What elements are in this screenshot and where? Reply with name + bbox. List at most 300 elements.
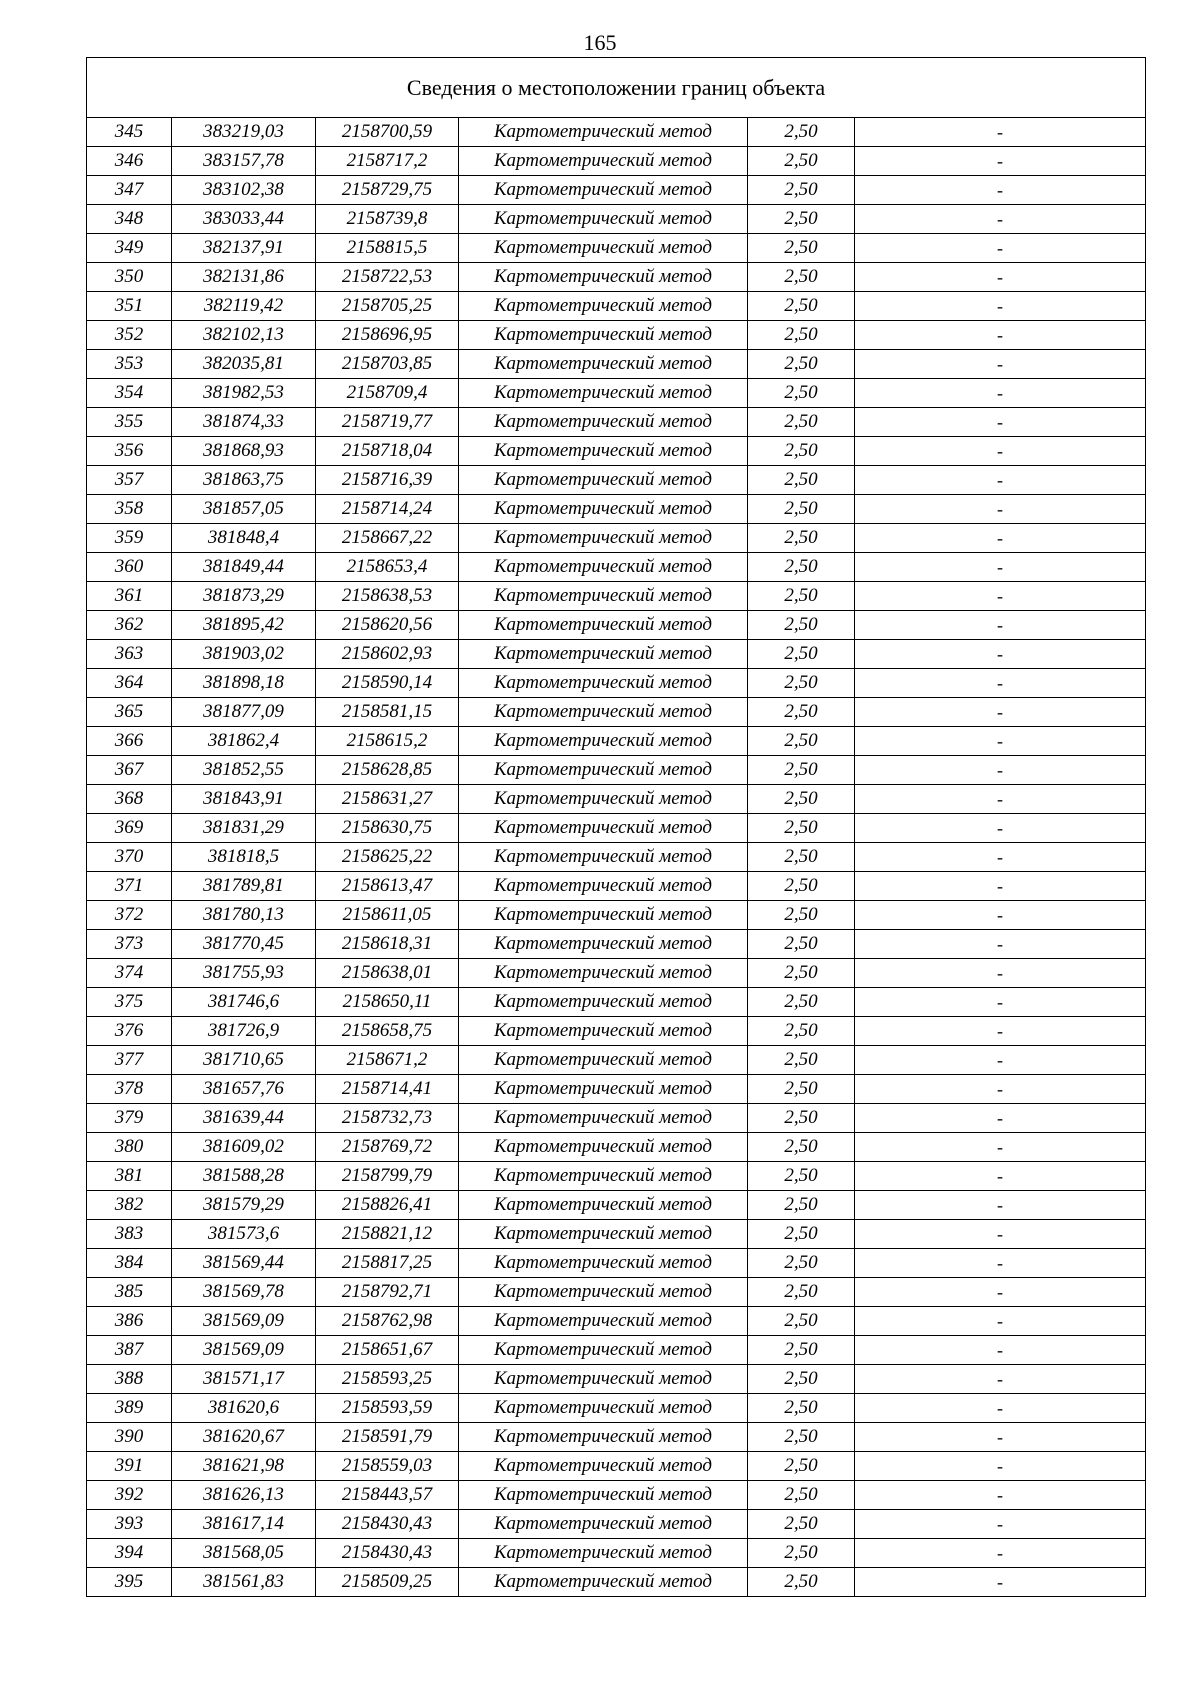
- x-coordinate-cell: 381657,76: [172, 1075, 316, 1104]
- method-cell: Картометрический метод: [459, 1307, 748, 1336]
- accuracy-cell: 2,50: [748, 495, 855, 524]
- method-cell: Картометрический метод: [459, 263, 748, 292]
- method-cell: Картометрический метод: [459, 234, 748, 263]
- accuracy-cell: 2,50: [748, 669, 855, 698]
- x-coordinate-cell: 381579,29: [172, 1191, 316, 1220]
- table-title-row: [87, 58, 1146, 118]
- method-cell: Картометрический метод: [459, 1162, 748, 1191]
- y-coordinate-cell: 2158430,43: [316, 1510, 459, 1539]
- description-cell: -: [855, 292, 1146, 321]
- y-coordinate-cell: 2158714,24: [316, 495, 459, 524]
- point-number-cell: 355: [87, 408, 172, 437]
- table-row: [87, 1423, 1146, 1452]
- y-coordinate-cell: 2158581,15: [316, 698, 459, 727]
- description-cell: -: [855, 1133, 1146, 1162]
- y-coordinate-cell: 2158821,12: [316, 1220, 459, 1249]
- y-coordinate-cell: 2158509,25: [316, 1568, 459, 1597]
- method-cell: Картометрический метод: [459, 959, 748, 988]
- x-coordinate-cell: 381710,65: [172, 1046, 316, 1075]
- point-number-cell: 393: [87, 1510, 172, 1539]
- table-row: [87, 263, 1146, 292]
- description-cell: -: [855, 930, 1146, 959]
- description-cell: -: [855, 698, 1146, 727]
- method-cell: Картометрический метод: [459, 640, 748, 669]
- description-cell: -: [855, 350, 1146, 379]
- table-row: [87, 640, 1146, 669]
- point-number-cell: 378: [87, 1075, 172, 1104]
- x-coordinate-cell: 381571,17: [172, 1365, 316, 1394]
- point-number-cell: 372: [87, 901, 172, 930]
- method-cell: Картометрический метод: [459, 437, 748, 466]
- y-coordinate-cell: 2158739,8: [316, 205, 459, 234]
- x-coordinate-cell: 381588,28: [172, 1162, 316, 1191]
- table-row: [87, 1336, 1146, 1365]
- method-cell: Картометрический метод: [459, 669, 748, 698]
- y-coordinate-cell: 2158732,73: [316, 1104, 459, 1133]
- x-coordinate-cell: 381849,44: [172, 553, 316, 582]
- y-coordinate-cell: 2158611,05: [316, 901, 459, 930]
- table-row: [87, 321, 1146, 350]
- x-coordinate-cell: 381639,44: [172, 1104, 316, 1133]
- y-coordinate-cell: 2158671,2: [316, 1046, 459, 1075]
- accuracy-cell: 2,50: [748, 466, 855, 495]
- accuracy-cell: 2,50: [748, 234, 855, 263]
- table-row: [87, 147, 1146, 176]
- description-cell: -: [855, 205, 1146, 234]
- point-number-cell: 360: [87, 553, 172, 582]
- point-number-cell: 364: [87, 669, 172, 698]
- point-number-cell: 350: [87, 263, 172, 292]
- table-row: [87, 1249, 1146, 1278]
- description-cell: -: [855, 524, 1146, 553]
- x-coordinate-cell: 381895,42: [172, 611, 316, 640]
- x-coordinate-cell: 381877,09: [172, 698, 316, 727]
- x-coordinate-cell: 381620,67: [172, 1423, 316, 1452]
- method-cell: Картометрический метод: [459, 1423, 748, 1452]
- table-row: [87, 1017, 1146, 1046]
- accuracy-cell: 2,50: [748, 176, 855, 205]
- point-number-cell: 374: [87, 959, 172, 988]
- point-number-cell: 381: [87, 1162, 172, 1191]
- description-cell: -: [855, 1017, 1146, 1046]
- accuracy-cell: 2,50: [748, 814, 855, 843]
- method-cell: Картометрический метод: [459, 756, 748, 785]
- description-cell: -: [855, 1249, 1146, 1278]
- table-row: [87, 843, 1146, 872]
- method-cell: Картометрический метод: [459, 147, 748, 176]
- description-cell: -: [855, 901, 1146, 930]
- description-cell: -: [855, 1365, 1146, 1394]
- table-title: Сведения о местоположении границ объекта: [87, 58, 1146, 118]
- method-cell: Картометрический метод: [459, 814, 748, 843]
- table-row: [87, 1278, 1146, 1307]
- description-cell: -: [855, 1452, 1146, 1481]
- table-row: [87, 1568, 1146, 1597]
- accuracy-cell: 2,50: [748, 1075, 855, 1104]
- y-coordinate-cell: 2158769,72: [316, 1133, 459, 1162]
- accuracy-cell: 2,50: [748, 698, 855, 727]
- table-row: [87, 292, 1146, 321]
- x-coordinate-cell: 381863,75: [172, 466, 316, 495]
- y-coordinate-cell: 2158722,53: [316, 263, 459, 292]
- table-row: [87, 727, 1146, 756]
- y-coordinate-cell: 2158651,67: [316, 1336, 459, 1365]
- point-number-cell: 387: [87, 1336, 172, 1365]
- method-cell: Картометрический метод: [459, 843, 748, 872]
- accuracy-cell: 2,50: [748, 1162, 855, 1191]
- method-cell: Картометрический метод: [459, 524, 748, 553]
- accuracy-cell: 2,50: [748, 785, 855, 814]
- point-number-cell: 366: [87, 727, 172, 756]
- x-coordinate-cell: 383157,78: [172, 147, 316, 176]
- x-coordinate-cell: 381852,55: [172, 756, 316, 785]
- point-number-cell: 382: [87, 1191, 172, 1220]
- method-cell: Картометрический метод: [459, 698, 748, 727]
- method-cell: Картометрический метод: [459, 292, 748, 321]
- table-row: [87, 1133, 1146, 1162]
- accuracy-cell: 2,50: [748, 205, 855, 234]
- y-coordinate-cell: 2158696,95: [316, 321, 459, 350]
- description-cell: -: [855, 640, 1146, 669]
- point-number-cell: 388: [87, 1365, 172, 1394]
- table-row: [87, 234, 1146, 263]
- point-number-cell: 380: [87, 1133, 172, 1162]
- table-row: [87, 1452, 1146, 1481]
- description-cell: -: [855, 1394, 1146, 1423]
- x-coordinate-cell: 381621,98: [172, 1452, 316, 1481]
- x-coordinate-cell: 381831,29: [172, 814, 316, 843]
- y-coordinate-cell: 2158650,11: [316, 988, 459, 1017]
- point-number-cell: 345: [87, 118, 172, 147]
- table-row: [87, 1191, 1146, 1220]
- point-number-cell: 377: [87, 1046, 172, 1075]
- description-cell: -: [855, 1075, 1146, 1104]
- y-coordinate-cell: 2158625,22: [316, 843, 459, 872]
- x-coordinate-cell: 381569,44: [172, 1249, 316, 1278]
- method-cell: Картометрический метод: [459, 379, 748, 408]
- point-number-cell: 368: [87, 785, 172, 814]
- table-row: [87, 1046, 1146, 1075]
- description-cell: -: [855, 1568, 1146, 1597]
- x-coordinate-cell: 381569,09: [172, 1336, 316, 1365]
- method-cell: Картометрический метод: [459, 1278, 748, 1307]
- accuracy-cell: 2,50: [748, 1365, 855, 1394]
- method-cell: Картометрический метод: [459, 611, 748, 640]
- x-coordinate-cell: 381874,33: [172, 408, 316, 437]
- method-cell: Картометрический метод: [459, 350, 748, 379]
- table-row: [87, 872, 1146, 901]
- y-coordinate-cell: 2158709,4: [316, 379, 459, 408]
- x-coordinate-cell: 381818,5: [172, 843, 316, 872]
- y-coordinate-cell: 2158716,39: [316, 466, 459, 495]
- point-number-cell: 361: [87, 582, 172, 611]
- table-row: [87, 988, 1146, 1017]
- y-coordinate-cell: 2158591,79: [316, 1423, 459, 1452]
- method-cell: Картометрический метод: [459, 1133, 748, 1162]
- accuracy-cell: 2,50: [748, 379, 855, 408]
- point-number-cell: 354: [87, 379, 172, 408]
- accuracy-cell: 2,50: [748, 582, 855, 611]
- method-cell: Картометрический метод: [459, 1075, 748, 1104]
- table-row: [87, 669, 1146, 698]
- accuracy-cell: 2,50: [748, 524, 855, 553]
- description-cell: -: [855, 553, 1146, 582]
- description-cell: -: [855, 1423, 1146, 1452]
- description-cell: -: [855, 1510, 1146, 1539]
- accuracy-cell: 2,50: [748, 1394, 855, 1423]
- accuracy-cell: 2,50: [748, 1133, 855, 1162]
- table-row: [87, 1481, 1146, 1510]
- accuracy-cell: 2,50: [748, 321, 855, 350]
- method-cell: Картометрический метод: [459, 1452, 748, 1481]
- method-cell: Картометрический метод: [459, 1191, 748, 1220]
- accuracy-cell: 2,50: [748, 727, 855, 756]
- description-cell: -: [855, 1191, 1146, 1220]
- table-row: [87, 959, 1146, 988]
- description-cell: -: [855, 959, 1146, 988]
- description-cell: -: [855, 843, 1146, 872]
- accuracy-cell: 2,50: [748, 843, 855, 872]
- method-cell: Картометрический метод: [459, 408, 748, 437]
- description-cell: -: [855, 756, 1146, 785]
- description-cell: -: [855, 321, 1146, 350]
- point-number-cell: 353: [87, 350, 172, 379]
- description-cell: -: [855, 263, 1146, 292]
- table-row: [87, 611, 1146, 640]
- point-number-cell: 395: [87, 1568, 172, 1597]
- table-row: [87, 582, 1146, 611]
- method-cell: Картометрический метод: [459, 205, 748, 234]
- point-number-cell: 352: [87, 321, 172, 350]
- method-cell: Картометрический метод: [459, 1017, 748, 1046]
- accuracy-cell: 2,50: [748, 988, 855, 1017]
- table-row: [87, 495, 1146, 524]
- method-cell: Картометрический метод: [459, 930, 748, 959]
- y-coordinate-cell: 2158826,41: [316, 1191, 459, 1220]
- point-number-cell: 349: [87, 234, 172, 263]
- method-cell: Картометрический метод: [459, 988, 748, 1017]
- description-cell: -: [855, 147, 1146, 176]
- y-coordinate-cell: 2158430,43: [316, 1539, 459, 1568]
- method-cell: Картометрический метод: [459, 901, 748, 930]
- point-number-cell: 376: [87, 1017, 172, 1046]
- point-number-cell: 385: [87, 1278, 172, 1307]
- accuracy-cell: 2,50: [748, 437, 855, 466]
- y-coordinate-cell: 2158628,85: [316, 756, 459, 785]
- table-row: [87, 785, 1146, 814]
- x-coordinate-cell: 381770,45: [172, 930, 316, 959]
- method-cell: Картометрический метод: [459, 785, 748, 814]
- description-cell: -: [855, 814, 1146, 843]
- table-row: [87, 1510, 1146, 1539]
- y-coordinate-cell: 2158638,01: [316, 959, 459, 988]
- point-number-cell: 348: [87, 205, 172, 234]
- point-number-cell: 392: [87, 1481, 172, 1510]
- accuracy-cell: 2,50: [748, 1307, 855, 1336]
- y-coordinate-cell: 2158815,5: [316, 234, 459, 263]
- accuracy-cell: 2,50: [748, 1510, 855, 1539]
- method-cell: Картометрический метод: [459, 1249, 748, 1278]
- point-number-cell: 363: [87, 640, 172, 669]
- accuracy-cell: 2,50: [748, 756, 855, 785]
- description-cell: -: [855, 582, 1146, 611]
- x-coordinate-cell: 383219,03: [172, 118, 316, 147]
- y-coordinate-cell: 2158717,2: [316, 147, 459, 176]
- table-row: [87, 176, 1146, 205]
- x-coordinate-cell: 381755,93: [172, 959, 316, 988]
- table-row: [87, 901, 1146, 930]
- table-row: [87, 205, 1146, 234]
- x-coordinate-cell: 381609,02: [172, 1133, 316, 1162]
- description-cell: -: [855, 118, 1146, 147]
- y-coordinate-cell: 2158602,93: [316, 640, 459, 669]
- y-coordinate-cell: 2158559,03: [316, 1452, 459, 1481]
- x-coordinate-cell: 381873,29: [172, 582, 316, 611]
- page-number: 165: [583, 30, 617, 55]
- method-cell: Картометрический метод: [459, 1220, 748, 1249]
- point-number-cell: 357: [87, 466, 172, 495]
- description-cell: -: [855, 669, 1146, 698]
- y-coordinate-cell: 2158631,27: [316, 785, 459, 814]
- table-row: [87, 1365, 1146, 1394]
- point-number-cell: 356: [87, 437, 172, 466]
- y-coordinate-cell: 2158658,75: [316, 1017, 459, 1046]
- y-coordinate-cell: 2158618,31: [316, 930, 459, 959]
- method-cell: Картометрический метод: [459, 1510, 748, 1539]
- table-row: [87, 408, 1146, 437]
- x-coordinate-cell: 381789,81: [172, 872, 316, 901]
- point-number-cell: 384: [87, 1249, 172, 1278]
- method-cell: Картометрический метод: [459, 582, 748, 611]
- description-cell: -: [855, 1220, 1146, 1249]
- point-number-cell: 358: [87, 495, 172, 524]
- point-number-cell: 359: [87, 524, 172, 553]
- y-coordinate-cell: 2158729,75: [316, 176, 459, 205]
- accuracy-cell: 2,50: [748, 1249, 855, 1278]
- method-cell: Картометрический метод: [459, 727, 748, 756]
- table-row: [87, 1539, 1146, 1568]
- description-cell: -: [855, 1481, 1146, 1510]
- description-cell: -: [855, 1162, 1146, 1191]
- y-coordinate-cell: 2158667,22: [316, 524, 459, 553]
- x-coordinate-cell: 381862,4: [172, 727, 316, 756]
- point-number-cell: 371: [87, 872, 172, 901]
- y-coordinate-cell: 2158705,25: [316, 292, 459, 321]
- accuracy-cell: 2,50: [748, 263, 855, 292]
- accuracy-cell: 2,50: [748, 1568, 855, 1597]
- x-coordinate-cell: 382131,86: [172, 263, 316, 292]
- accuracy-cell: 2,50: [748, 1191, 855, 1220]
- x-coordinate-cell: 381868,93: [172, 437, 316, 466]
- description-cell: -: [855, 176, 1146, 205]
- point-number-cell: 375: [87, 988, 172, 1017]
- method-cell: Картометрический метод: [459, 872, 748, 901]
- point-number-cell: 391: [87, 1452, 172, 1481]
- accuracy-cell: 2,50: [748, 872, 855, 901]
- accuracy-cell: 2,50: [748, 1220, 855, 1249]
- point-number-cell: 370: [87, 843, 172, 872]
- point-number-cell: 386: [87, 1307, 172, 1336]
- accuracy-cell: 2,50: [748, 640, 855, 669]
- y-coordinate-cell: 2158700,59: [316, 118, 459, 147]
- x-coordinate-cell: 382137,91: [172, 234, 316, 263]
- point-number-cell: 379: [87, 1104, 172, 1133]
- method-cell: Картометрический метод: [459, 1394, 748, 1423]
- accuracy-cell: 2,50: [748, 1481, 855, 1510]
- y-coordinate-cell: 2158615,2: [316, 727, 459, 756]
- point-number-cell: 351: [87, 292, 172, 321]
- accuracy-cell: 2,50: [748, 1423, 855, 1452]
- table-row: [87, 1307, 1146, 1336]
- method-cell: Картометрический метод: [459, 1046, 748, 1075]
- method-cell: Картометрический метод: [459, 495, 748, 524]
- x-coordinate-cell: 382102,13: [172, 321, 316, 350]
- accuracy-cell: 2,50: [748, 292, 855, 321]
- x-coordinate-cell: 381573,6: [172, 1220, 316, 1249]
- description-cell: -: [855, 1046, 1146, 1075]
- point-number-cell: 367: [87, 756, 172, 785]
- method-cell: Картометрический метод: [459, 1336, 748, 1365]
- point-number-cell: 365: [87, 698, 172, 727]
- x-coordinate-cell: 381746,6: [172, 988, 316, 1017]
- description-cell: -: [855, 988, 1146, 1017]
- table-row: [87, 814, 1146, 843]
- description-cell: -: [855, 1104, 1146, 1133]
- table-row: [87, 1162, 1146, 1191]
- accuracy-cell: 2,50: [748, 611, 855, 640]
- description-cell: -: [855, 495, 1146, 524]
- point-number-cell: 389: [87, 1394, 172, 1423]
- table-row: [87, 379, 1146, 408]
- x-coordinate-cell: 381561,83: [172, 1568, 316, 1597]
- description-cell: -: [855, 1278, 1146, 1307]
- x-coordinate-cell: 383033,44: [172, 205, 316, 234]
- y-coordinate-cell: 2158817,25: [316, 1249, 459, 1278]
- description-cell: -: [855, 785, 1146, 814]
- method-cell: Картометрический метод: [459, 1568, 748, 1597]
- y-coordinate-cell: 2158590,14: [316, 669, 459, 698]
- y-coordinate-cell: 2158443,57: [316, 1481, 459, 1510]
- table-row: [87, 437, 1146, 466]
- point-number-cell: 369: [87, 814, 172, 843]
- table-row: [87, 350, 1146, 379]
- table-row: [87, 1220, 1146, 1249]
- accuracy-cell: 2,50: [748, 1336, 855, 1365]
- method-cell: Картометрический метод: [459, 1481, 748, 1510]
- x-coordinate-cell: 382035,81: [172, 350, 316, 379]
- table-row: [87, 524, 1146, 553]
- method-cell: Картометрический метод: [459, 321, 748, 350]
- description-cell: -: [855, 727, 1146, 756]
- description-cell: -: [855, 1336, 1146, 1365]
- x-coordinate-cell: 381617,14: [172, 1510, 316, 1539]
- description-cell: -: [855, 611, 1146, 640]
- accuracy-cell: 2,50: [748, 1452, 855, 1481]
- x-coordinate-cell: 383102,38: [172, 176, 316, 205]
- y-coordinate-cell: 2158799,79: [316, 1162, 459, 1191]
- y-coordinate-cell: 2158762,98: [316, 1307, 459, 1336]
- x-coordinate-cell: 381568,05: [172, 1539, 316, 1568]
- y-coordinate-cell: 2158593,25: [316, 1365, 459, 1394]
- method-cell: Картометрический метод: [459, 1104, 748, 1133]
- table-row: [87, 756, 1146, 785]
- x-coordinate-cell: 381848,4: [172, 524, 316, 553]
- accuracy-cell: 2,50: [748, 553, 855, 582]
- table-body: [87, 118, 1146, 1597]
- point-number-cell: 346: [87, 147, 172, 176]
- description-cell: -: [855, 872, 1146, 901]
- accuracy-cell: 2,50: [748, 1278, 855, 1307]
